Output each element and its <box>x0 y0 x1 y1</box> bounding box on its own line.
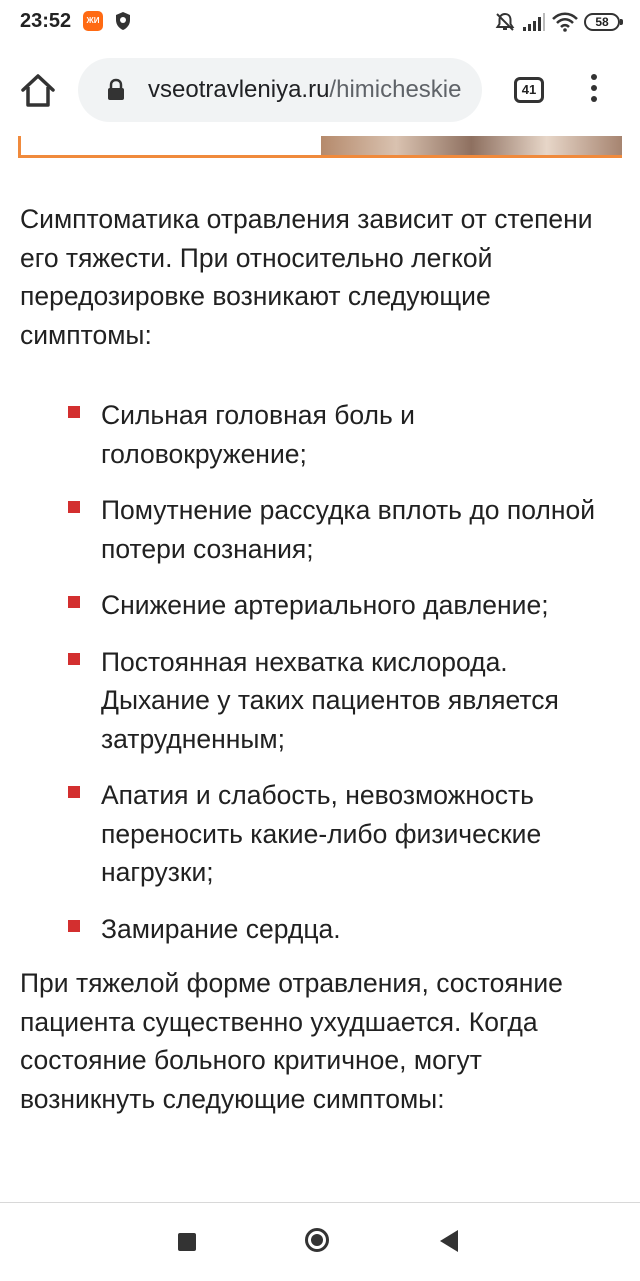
tab-switcher-button[interactable]: 41 <box>514 77 544 103</box>
symptom-text: Сильная головная боль и головокружение; <box>101 400 415 469</box>
system-navigation-bar <box>0 1202 640 1281</box>
intro-paragraph: Симптоматика отравления зависит от степени его тяжести. При относительно легкой передозировке возникают следующие симптомы: <box>20 204 593 350</box>
list-item <box>0 910 640 949</box>
bullet-icon <box>68 920 80 932</box>
url-path: /himicheskie <box>329 76 462 103</box>
browser-toolbar <box>0 44 640 136</box>
severe-paragraph: При тяжелой форме отравления, состояние пациента существенно ухудшается. Когда состояние больного критичное, могут возникнуть следующие симптомы: <box>20 968 563 1114</box>
recents-icon[interactable] <box>178 1233 196 1251</box>
bullet-icon <box>68 653 80 665</box>
menu-dot <box>591 85 597 91</box>
bullet-icon <box>68 786 80 798</box>
status-time: 23:52 <box>20 10 72 32</box>
list-item <box>0 643 640 759</box>
battery-icon: 58 <box>584 13 620 31</box>
symptom-text: Постоянная нехватка кислорода. Дыхание у таких пациентов является затрудненным; <box>101 646 559 754</box>
signal-icon <box>522 12 546 32</box>
article-image <box>18 136 622 158</box>
article-photo <box>321 136 622 155</box>
menu-dot <box>591 96 597 102</box>
url-text[interactable] <box>148 76 461 104</box>
symptom-text: Помутнение рассудка вплоть до полной потери сознания; <box>101 495 596 564</box>
back-icon[interactable] <box>440 1230 458 1252</box>
symptom-list <box>0 396 640 966</box>
bullet-icon <box>68 406 80 418</box>
app-notification-icon: ЖИ <box>83 11 103 31</box>
symptom-text: Замирание сердца. <box>101 913 341 944</box>
list-item <box>0 396 640 473</box>
status-bar <box>0 0 640 44</box>
symptom-text: Апатия и слабость, невозможность переносить какие-либо физические нагрузки; <box>101 780 542 887</box>
wifi-icon <box>552 12 578 32</box>
menu-dot <box>591 74 597 80</box>
lock-icon <box>106 78 126 102</box>
more-menu-icon[interactable] <box>586 74 602 108</box>
bell-off-icon <box>494 11 516 33</box>
url-domain: vseotravleniya.ru <box>148 76 330 103</box>
address-bar[interactable] <box>78 58 482 122</box>
list-item <box>0 776 640 892</box>
bullet-icon <box>68 501 80 513</box>
list-item <box>0 491 640 568</box>
bullet-icon <box>68 596 80 608</box>
list-item <box>0 586 640 625</box>
status-icons <box>494 10 620 34</box>
home-icon[interactable] <box>18 71 58 111</box>
shield-icon <box>114 11 132 31</box>
home-circle-icon[interactable] <box>305 1228 329 1252</box>
article-content[interactable] <box>0 136 640 1202</box>
symptom-text: Снижение артериального давление; <box>101 590 549 620</box>
